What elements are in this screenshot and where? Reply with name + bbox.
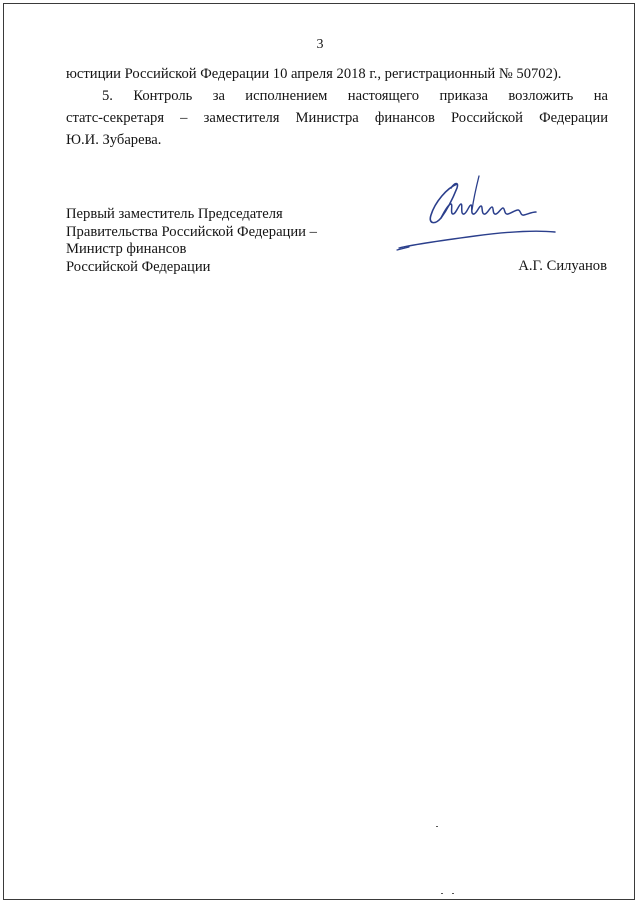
- paragraph-item-5: [66, 85, 608, 151]
- signatory-title-line: Правительства Российской Федерации –: [66, 223, 317, 240]
- handwritten-signature: [395, 170, 560, 260]
- text-line: статс-секретаря – заместителя Министра финансов Российской Федерации: [66, 110, 608, 126]
- signatory-title-line: Министр финансов: [66, 241, 187, 257]
- signatory-title-line: Российской Федерации: [66, 258, 211, 275]
- signatory-title-block: [66, 206, 317, 276]
- signatory-title-line: Первый заместитель Председателя: [66, 206, 283, 222]
- scan-speck: [436, 826, 438, 827]
- text-line: Ю.И. Зубарева.: [66, 132, 162, 148]
- text-line: юстиции Российской Федерации 10 апреля 2018 г., регистрационный № 50702).: [66, 66, 562, 82]
- text-line: 5. Контроль за исполнением настоящего приказа возложить на: [102, 88, 608, 104]
- page-number: 3: [316, 37, 324, 52]
- scan-speck: [452, 893, 454, 894]
- paragraph-continuation: [66, 63, 608, 85]
- signer-name: А.Г. Силуанов: [518, 258, 607, 274]
- scan-speck: [441, 893, 443, 894]
